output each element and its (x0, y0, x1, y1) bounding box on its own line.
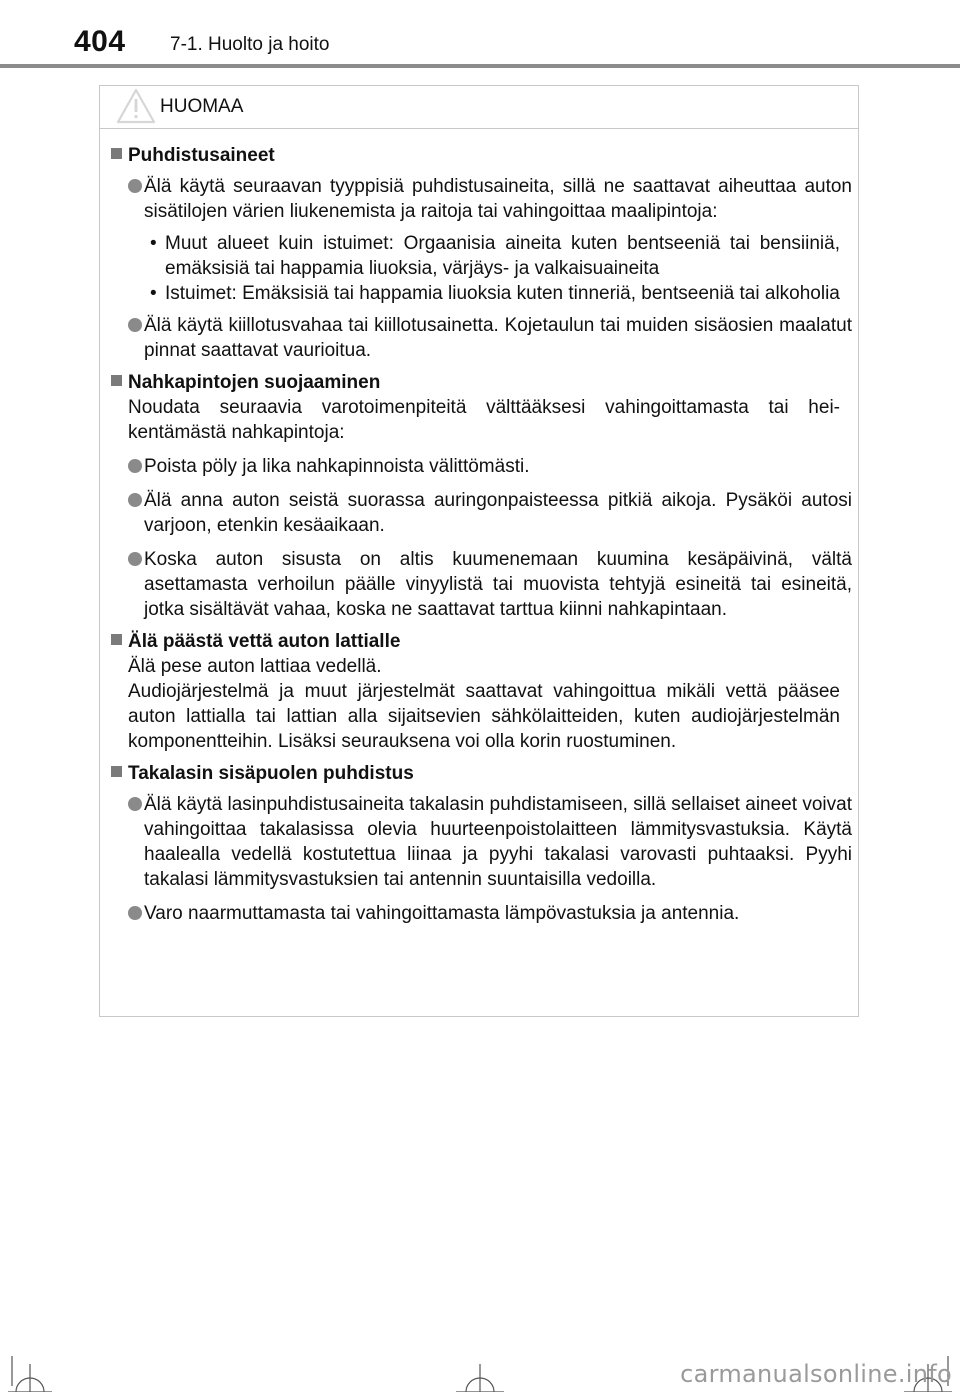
section-heading-text: Älä päästä vettä auton lattialle (128, 631, 401, 652)
section-heading-text: Puhdistusaineet (128, 145, 275, 166)
list-item-text: Koska auton sisusta on altis kuumenemaan kuumina kesäpäivinä, vältä asettamasta verhoilun päälle vinyylistä tai muovista tehtyjä esineitä tai esineitä, jotka sisältävät vahaa, koska ne saattavat tarttua kiinni nahkapintaan. (144, 549, 852, 620)
list-item-text: Älä käytä seuraavan tyyppisiä puhdistusaineita, sillä ne saattavat aiheuttaa auton sisätilojen värien liukenemista ja raitoja tai vahingoittaa maalipintoja: (144, 176, 852, 222)
section-heading (110, 629, 852, 654)
caution-box (99, 85, 859, 1017)
square-bullet-icon (111, 148, 122, 159)
registration-mark-icon (456, 1364, 504, 1392)
circle-bullet-icon (128, 906, 142, 920)
section-rear-window (110, 761, 852, 926)
page-number: 404 (74, 25, 126, 58)
sub-list-item (110, 231, 852, 281)
list-item-text: Älä anna auton seistä suorassa auringonpaisteessa pitkiä aikoja. Pysäköi autosi varjoon, etenkin kesäaikaan. (144, 490, 852, 536)
list-item-text: Älä käytä kiillotusvahaa tai kiillotusainetta. Kojetaulun tai muiden sisäosien maalatut pinnat saattavat vaurioitua. (144, 315, 852, 361)
section-heading-text: Takalasin sisäpuolen puhdistus (128, 763, 414, 784)
sub-list-item-text: Istuimet: Emäksisiä tai happamia liuoksia kuten tinneriä, bentseeniä tai alkoholia (165, 283, 840, 304)
circle-bullet-icon (128, 797, 142, 811)
section-heading (110, 143, 852, 168)
circle-bullet-icon (128, 179, 142, 193)
caution-label: HUOMAA (160, 96, 244, 117)
list-item (110, 901, 852, 926)
list-item (110, 313, 852, 363)
registration-mark-icon (8, 1356, 52, 1392)
square-bullet-icon (111, 766, 122, 777)
dot-bullet-icon: • (150, 233, 157, 254)
list-item-text: Varo naarmuttamasta tai vahingoittamasta lämpövastuksia ja antennia. (144, 903, 740, 924)
page-header (0, 0, 960, 68)
section-leather-protection (110, 370, 852, 622)
list-item (110, 488, 852, 538)
header-rule (0, 64, 960, 68)
list-item-text: Poista pöly ja lika nahkapinnoista välittömästi. (144, 456, 530, 477)
section-intro: Noudata seuraavia varotoimenpiteitä välttääksesi vahingoittamasta tai heikentämästä nahkapintoja: (128, 397, 840, 443)
list-item (110, 792, 852, 892)
section-paragraph: Älä pese auton lattiaa vedellä. (128, 656, 382, 677)
list-item (110, 454, 852, 479)
section-heading (110, 761, 852, 786)
section-paragraph: Audiojärjestelmä ja muut järjestelmät saattavat vahingoittua mikäli vettä pääsee auton lattialla tai lattian alla sijaitsevien sähkölaitteiden, kuten audiojärjestelmän komponentteihin. Lisäksi seurauksena voi olla korin ruostuminen. (128, 681, 840, 752)
dot-bullet-icon: • (150, 283, 157, 304)
circle-bullet-icon (128, 493, 142, 507)
sub-list-item-text: Muut alueet kuin istuimet: Orgaanisia aineita kuten bentseeniä tai bensiiniä, emäksisiä tai happamia liuoksia, värjäys- ja valkaisuaineita (165, 233, 840, 279)
warning-triangle-icon (116, 88, 156, 124)
watermark: carmanualsonline.info (680, 1360, 952, 1388)
section-heading (110, 370, 852, 395)
square-bullet-icon (111, 375, 122, 386)
list-item (110, 547, 852, 622)
caution-body (100, 143, 858, 933)
section-title: 7-1. Huolto ja hoito (170, 34, 330, 55)
list-item (110, 174, 852, 224)
list-item-text: Älä käytä lasinpuhdistusaineita takalasin puhdistamiseen, sillä sellaiset aineet voivat vahingoittaa takalasissa olevia huurteenpoistolaitteen lämmitysvastuksia. Käytä haalealla vedellä kostutettua liinaa ja pyyhi takalasi varovasti puhtaaksi. Pyyhi takalasi lämmitysvastuksien tai antennin suuntaisilla vedoilla. (144, 794, 852, 890)
sub-list-item (110, 281, 852, 306)
circle-bullet-icon (128, 318, 142, 332)
section-cleaning-agents (110, 143, 852, 363)
circle-bullet-icon (128, 552, 142, 566)
circle-bullet-icon (128, 459, 142, 473)
caution-header (100, 86, 858, 129)
square-bullet-icon (111, 634, 122, 645)
section-heading-text: Nahkapintojen suojaaminen (128, 372, 381, 393)
section-water-floor (110, 629, 852, 754)
